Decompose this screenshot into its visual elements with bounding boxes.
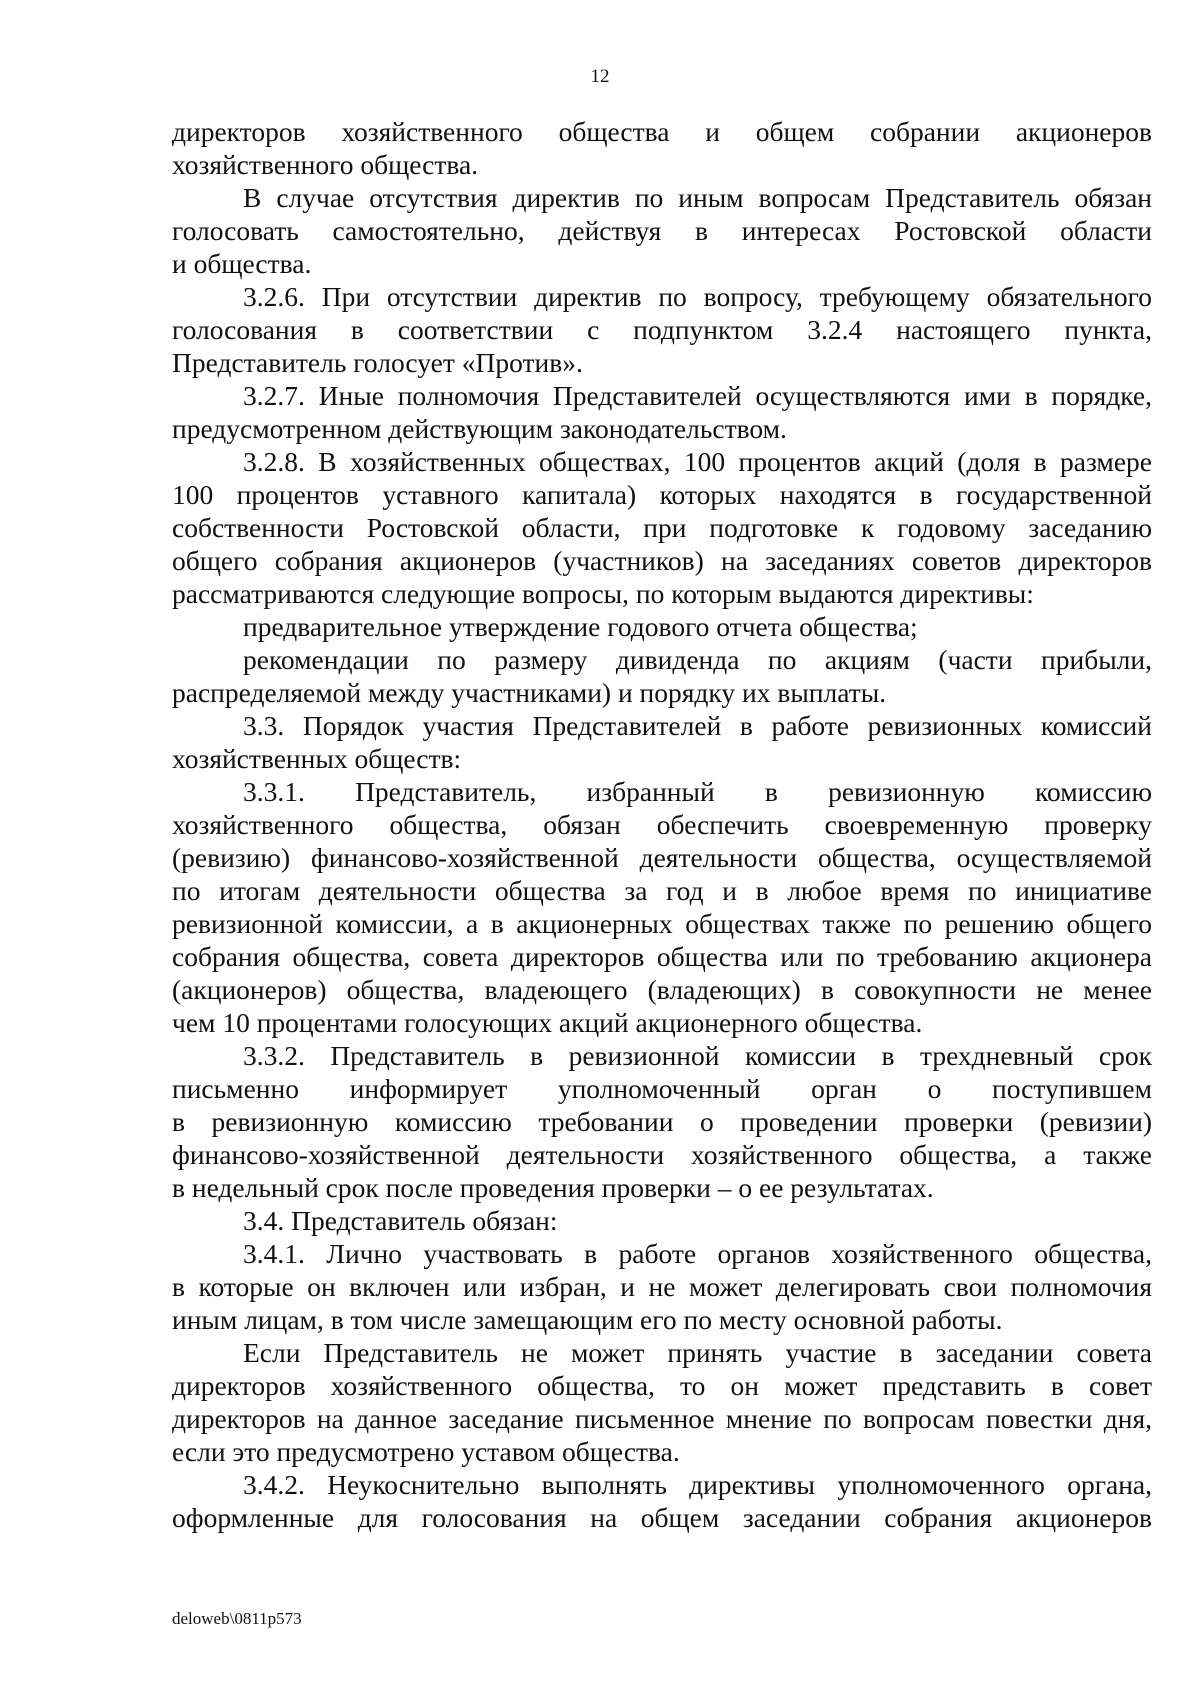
text-line: в ревизионную комиссию требовании о проведении проверки (ревизии) [172,1106,1152,1137]
text-line: 3.3. Порядок участия Представителей в работе ревизионных комиссий [243,710,1152,741]
text-line: 3.3.1. Представитель, избранный в ревизионную комиссию [243,776,1152,807]
text-line: в недельный срок после проведения проверки – о ее результатах. [172,1172,934,1203]
page-number: 12 [590,66,610,87]
text-line: если это предусмотрено уставом общества. [172,1436,680,1467]
text-line: в которые он включен или избран, и не может делегировать свои полномочия [172,1271,1152,1302]
document-footer-code: deloweb\0811p573 [172,1609,302,1628]
text-line: Если Представитель не может принять участие в заседании совета [243,1337,1152,1368]
text-line: рассматриваются следующие вопросы, по которым выдаются директивы: [172,578,1034,609]
text-line: голосовать самостоятельно, действуя в интересах Ростовской области [172,215,1152,246]
text-line: финансово-хозяйственной деятельности хозяйственного общества, а также [172,1139,1152,1170]
text-line: директоров хозяйственного общества, то он может представить в совет [172,1370,1152,1401]
text-line: Представитель голосует «Против». [172,347,583,378]
text-line: предусмотренном действующим законодательством. [172,413,787,444]
text-line: и общества. [172,248,312,279]
text-line: рекомендации по размеру дивиденда по акциям (части прибыли, [243,644,1152,675]
text-line: 3.4. Представитель обязан: [243,1205,558,1236]
text-line: хозяйственных обществ: [172,743,462,774]
text-line: письменно информирует уполномоченный орган о поступившем [172,1073,1152,1104]
document-body [172,115,1152,1534]
text-line: директоров хозяйственного общества и общем собрании акционеров [172,116,1152,147]
text-line: директоров на данное заседание письменное мнение по вопросам повестки дня, [172,1403,1152,1434]
text-line: 3.2.8. В хозяйственных обществах, 100 процентов акций (доля в размере [243,446,1152,477]
text-line: 3.3.2. Представитель в ревизионной комиссии в трехдневный срок [243,1040,1152,1071]
text-line: оформленные для голосования на общем заседании собрания акционеров [172,1502,1152,1533]
text-line: (ревизию) финансово-хозяйственной деятельности общества, осуществляемой [172,842,1152,873]
text-line: хозяйственного общества, обязан обеспечить своевременную проверку [172,809,1152,840]
text-line: 100 процентов уставного капитала) которых находятся в государственной [172,479,1152,510]
text-line: по итогам деятельности общества за год и в любое время по инициативе [172,875,1152,906]
text-line: чем 10 процентами голосующих акций акционерного общества. [172,1007,923,1038]
text-line: 3.4.2. Неукоснительно выполнять директивы уполномоченного органа, [243,1469,1152,1500]
text-line: 3.2.7. Иные полномочия Представителей осуществляются ими в порядке, [243,380,1152,411]
text-line: собрания общества, совета директоров общества или по требованию акционера [172,941,1152,972]
text-line: хозяйственного общества. [172,149,479,180]
text-line: голосования в соответствии с подпунктом 3.2.4 настоящего пункта, [172,314,1152,345]
text-line: ревизионной комиссии, а в акционерных обществах также по решению общего [172,908,1152,939]
text-line: 3.4.1. Лично участвовать в работе органов хозяйственного общества, [243,1238,1152,1269]
text-line: общего собрания акционеров (участников) на заседаниях советов директоров [172,545,1152,576]
text-line: предварительное утверждение годового отчета общества; [243,611,918,642]
text-line: собственности Ростовской области, при подготовке к годовому заседанию [172,512,1152,543]
text-line: распределяемой между участниками) и порядку их выплаты. [172,677,887,708]
text-line: иным лицам, в том числе замещающим его по месту основной работы. [172,1304,1003,1335]
text-line: 3.2.6. При отсутствии директив по вопросу, требующему обязательного [243,281,1152,312]
text-line: (акционеров) общества, владеющего (владеющих) в совокупности не менее [172,974,1152,1005]
text-line: В случае отсутствия директив по иным вопросам Представитель обязан [243,182,1152,213]
